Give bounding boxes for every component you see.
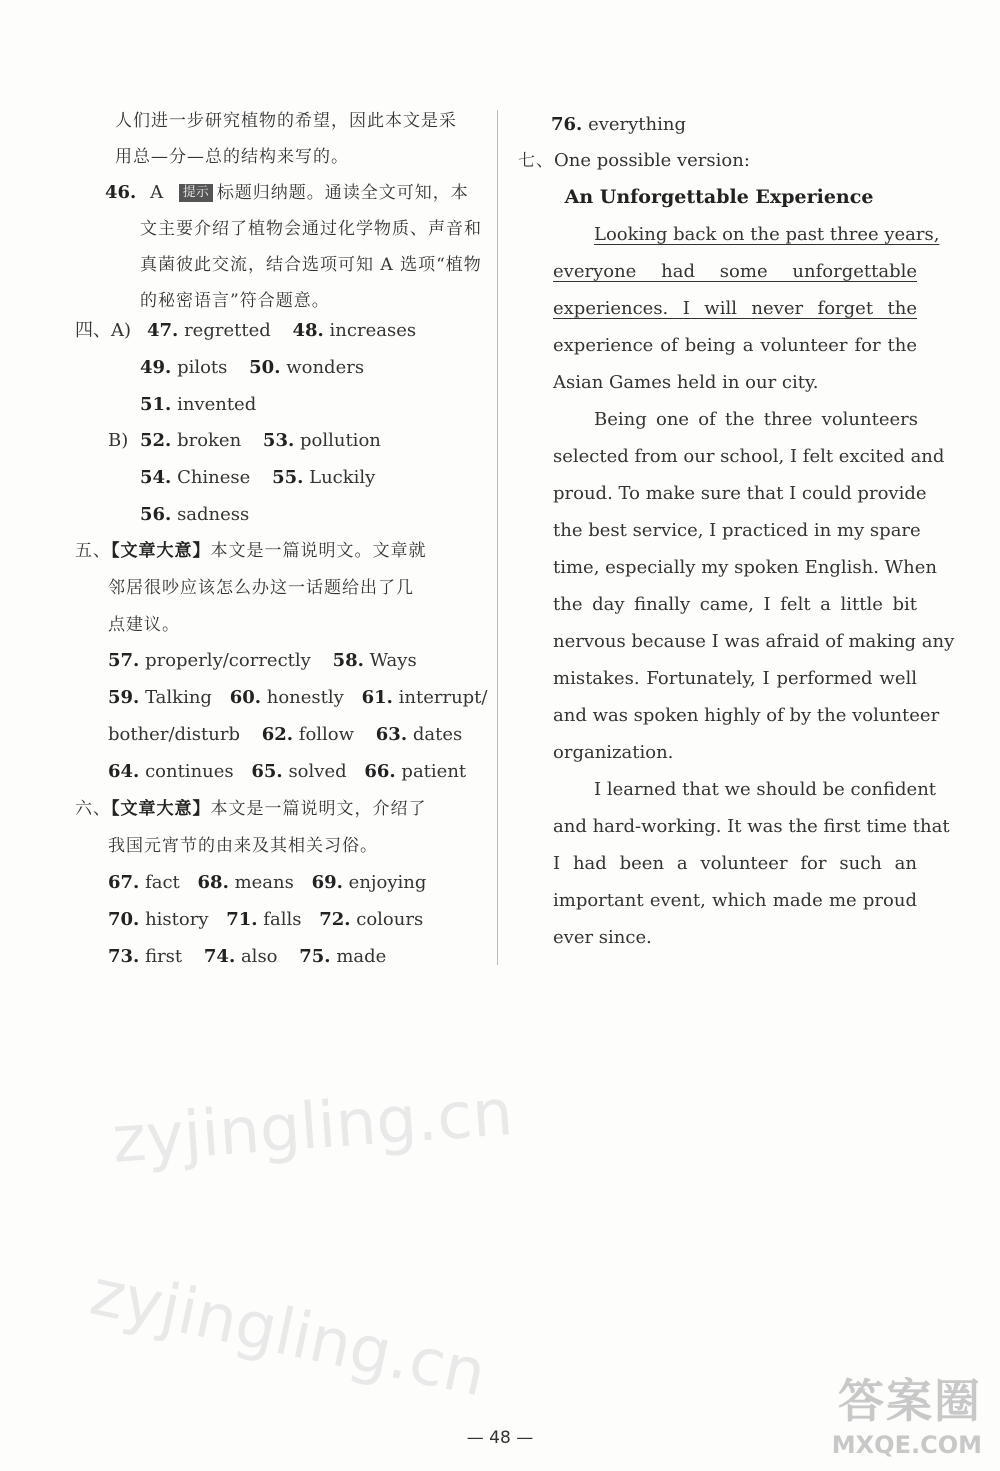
answer: A	[150, 182, 164, 203]
answer-row	[108, 907, 423, 933]
question-number: 54.	[140, 467, 172, 488]
question-number: 57.	[108, 650, 140, 671]
section-6-heading	[75, 796, 427, 822]
question-number: 75.	[299, 946, 331, 967]
question-number: 66.	[364, 761, 396, 782]
question-number: 61.	[361, 687, 393, 708]
answer: pollution	[299, 430, 381, 451]
section-text: One possible version:	[554, 150, 750, 171]
question-number: 62.	[261, 724, 294, 745]
essay-line: everyone had some unforgettable	[553, 261, 917, 282]
question-number: 49.	[140, 357, 172, 378]
answer: falls	[263, 909, 302, 930]
essay-line: Being one of the three volunteers	[594, 409, 918, 430]
essay-line: the best service, I practiced in my spare	[553, 520, 921, 541]
section-marker: 五、	[75, 541, 111, 561]
answer: means	[234, 872, 294, 893]
explanation-line: 文主要介绍了植物会通过化学物质、声音和	[140, 219, 482, 239]
answer: everything	[588, 114, 687, 135]
answer-row	[140, 392, 256, 418]
logo-text: 答案圈	[838, 1374, 982, 1428]
answer-row	[147, 318, 416, 344]
summary-line: 本文是一篇说明文，介绍了	[210, 799, 427, 819]
question-number: 51.	[140, 394, 172, 415]
essay-line: nervous because I was afraid of making any	[553, 631, 955, 652]
section-label: 【文章大意】	[111, 799, 211, 819]
answer: made	[336, 946, 387, 967]
essay-line: proud. To make sure that I could provide	[553, 483, 927, 504]
answer-row	[140, 465, 375, 491]
answer: Ways	[369, 650, 417, 671]
answer-row	[108, 759, 466, 785]
question-number: 71.	[226, 909, 258, 930]
answer: wonders	[286, 357, 365, 378]
question-number: 53.	[262, 430, 295, 451]
intro-line-1: 人们进一步研究植物的希望，因此本文是采	[115, 111, 457, 131]
essay-line: I learned that we should be confident	[594, 779, 937, 800]
section-4b-marker: B)	[108, 430, 129, 451]
essay-line: organization.	[553, 742, 674, 763]
essay-line	[553, 296, 917, 322]
answer: enjoying	[348, 872, 427, 893]
essay-line: Looking back on the past three years,	[594, 224, 940, 245]
answer: colours	[356, 909, 424, 930]
section-label: 【文章大意】	[111, 541, 211, 561]
answer: Talking	[145, 687, 212, 708]
essay-line: and hard-working. It was the first time that	[553, 816, 950, 837]
question-number: 76.	[551, 114, 583, 135]
essay-line: Asian Games held in our city.	[553, 372, 819, 393]
summary-line: 我国元宵节的由来及其相关习俗。	[108, 836, 378, 856]
answer-row	[108, 944, 386, 970]
explanation-line: 真菌彼此交流，结合选项可知 A 选项“植物	[140, 255, 482, 275]
question-76	[551, 112, 686, 138]
question-number: 50.	[249, 357, 281, 378]
answer-row	[140, 502, 249, 528]
answer: pilots	[177, 357, 228, 378]
question-number: 59.	[108, 687, 140, 708]
logo-url: MXQE.COM	[831, 1431, 982, 1459]
answer: sadness	[177, 504, 250, 525]
essay-title: An Unforgettable Experience	[564, 186, 874, 208]
answer: fact	[145, 872, 180, 893]
answer: regretted	[184, 320, 271, 341]
answer-row	[108, 685, 487, 711]
section-marker: 六、	[75, 799, 111, 819]
essay-line: the day finally came, I felt a little bit	[553, 594, 917, 615]
question-number: 46.	[105, 182, 137, 203]
answer: properly/correctly	[145, 650, 311, 671]
answer: interrupt/	[398, 687, 488, 708]
question-number: 73.	[108, 946, 140, 967]
answer: continues	[145, 761, 234, 782]
answer: increases	[329, 320, 417, 341]
section-5-heading	[75, 538, 427, 564]
answer-row	[108, 870, 426, 896]
answer: solved	[288, 761, 347, 782]
explanation-line: 标题归纳题。通读全文可知，本	[216, 183, 469, 203]
summary-line: 点建议。	[108, 615, 180, 635]
question-number: 47.	[147, 320, 179, 341]
section-7-heading	[518, 148, 750, 174]
question-number: 55.	[272, 467, 304, 488]
question-number: 64.	[108, 761, 140, 782]
essay-line: I had been a volunteer for such an	[553, 853, 917, 874]
answer-row	[108, 648, 417, 674]
essay-line: and was spoken highly of by the volunteer	[553, 705, 940, 726]
answer: first	[145, 946, 183, 967]
answer: invented	[177, 394, 257, 415]
watermark: zyjingling.cn	[84, 1255, 492, 1412]
question-number: 67.	[108, 872, 140, 893]
section-4-marker: 四、A)	[75, 320, 132, 341]
question-number: 56.	[140, 504, 172, 525]
page-number: — 48 —	[466, 1428, 534, 1448]
column-divider	[497, 110, 498, 965]
question-number: 70.	[108, 909, 140, 930]
essay-text: experiences. I will never forget the	[553, 298, 917, 319]
question-46	[105, 180, 469, 206]
answer: honestly	[266, 687, 344, 708]
question-number: 72.	[319, 909, 351, 930]
hint-badge: 提示	[179, 184, 213, 202]
answer: bother/disturb	[108, 724, 240, 745]
question-number: 65.	[251, 761, 283, 782]
question-number: 58.	[332, 650, 364, 671]
watermark: zyjingling.cn	[109, 1076, 516, 1178]
question-number: 48.	[292, 320, 324, 341]
summary-line: 邻居很吵应该怎么办这一话题给出了几	[108, 578, 414, 598]
question-number: 68.	[197, 872, 229, 893]
essay-line: important event, which made me proud	[553, 890, 917, 911]
question-number: 63.	[375, 724, 408, 745]
explanation-line: 的秘密语言”符合题意。	[140, 291, 330, 311]
question-number: 74.	[203, 946, 236, 967]
answer-row	[108, 722, 462, 748]
answer: also	[240, 946, 278, 967]
section-marker: 七、	[518, 151, 554, 171]
essay-line: selected from our school, I felt excited and	[553, 446, 945, 467]
question-number: 69.	[311, 872, 343, 893]
answer: follow	[298, 724, 355, 745]
essay-line: ever since.	[553, 927, 652, 948]
essay-line: mistakes. Fortunately, I performed well	[553, 668, 917, 689]
essay-line: experience of being a volunteer for the	[553, 335, 917, 356]
answer-row	[140, 428, 381, 454]
essay-line: time, especially my spoken English. When	[553, 557, 938, 578]
answer: broken	[177, 430, 242, 451]
answer: dates	[412, 724, 463, 745]
answer: patient	[401, 761, 467, 782]
answer-row	[140, 355, 364, 381]
question-number: 60.	[229, 687, 262, 708]
question-number: 52.	[140, 430, 172, 451]
answer: Chinese	[177, 467, 251, 488]
intro-line-2: 用总—分—总的结构来写的。	[115, 147, 349, 167]
answer: history	[145, 909, 209, 930]
summary-line: 本文是一篇说明文。文章就	[210, 541, 427, 561]
answer: Luckily	[309, 467, 376, 488]
